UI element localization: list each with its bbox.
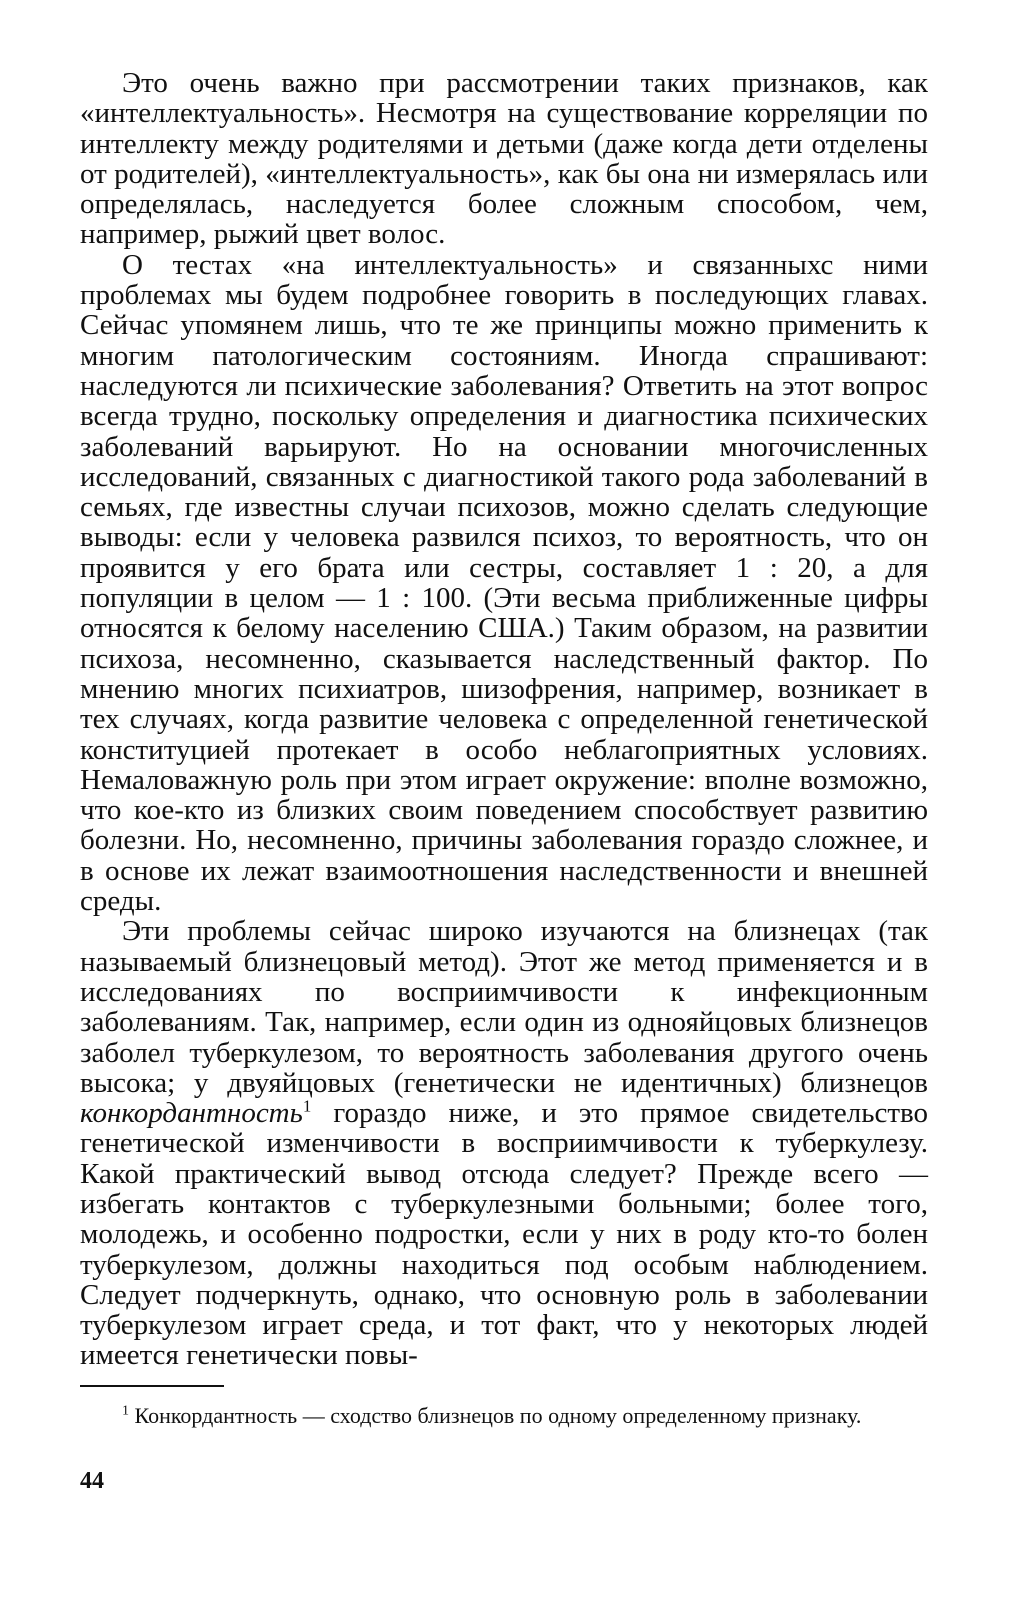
- footnote-reference: 1: [302, 1096, 312, 1116]
- footnote-mark: 1: [122, 1403, 129, 1419]
- main-text: [80, 68, 928, 1371]
- footnote-text: Конкордантность — сходство близнецов по одному определенному признаку.: [129, 1403, 862, 1428]
- paragraph-3: [80, 916, 928, 1370]
- footnote: [80, 1402, 928, 1429]
- paragraph-1: Это очень важно при рассмотрении таких признаков, как «интеллектуальность». Несмотря на существование корреляции по интеллекту между родителями и детьми (даже когда дети отделены от родителей), «интеллектуальность», как бы она ни измерялась или определялась, наследуется более сложным способом, чем, например, рыжий цвет волос.: [80, 67, 928, 251]
- italic-term: конкордантность: [80, 1097, 303, 1130]
- paragraph-3-text-before: Эти проблемы сейчас широко изучаются на близнецах (так называемый близнецовый метод). Этот же метод применяется и в исследованиях по восприимчивости к инфекционным заболеваниям. Так, например, если один из однояйцовых близнецов заболел туберкулезом, то вероятность заболевания другого очень высока; у двуяйцовых (генетически не идентичных) близнецов: [80, 915, 928, 1099]
- footnote-paragraph: [80, 1402, 928, 1429]
- page-number: 44: [80, 1468, 104, 1494]
- paragraph-2: О тестах «на интеллектуальность» и связанныхс ними проблемах мы будем подробнее говорить в последующих главах. Сейчас упомянем лишь, что те же принципы можно применить к многим патологическим состояниям. Иногда спрашивают: наследуются ли психические заболевания? Ответить на этот вопрос всегда трудно, поскольку определения и диагностика психических заболеваний варьируют. Но на основании многочисленных исследований, связанных с диагностикой такого рода заболеваний в семьях, где известны случаи психозов, можно сделать следующие выводы: если у человека развился психоз, то вероятность, что он проявится у его брата или сестры, составляет 1 : 20, а для популяции в целом — 1 : 100. (Эти весьма приближенные цифры относятся к белому населению США.) Таким образом, на развитии психоза, несомненно, сказывается наследственный фактор. По мнению многих психиатров, шизофрения, например, возникает в тех случаях, когда развитие человека с определенной генетической конституцией протекает в особо неблагоприятных условиях. Немаловажную роль при этом играет окружение: вполне возможно, что кое-кто из близких своим поведением способствует развитию болезни. Но, несомненно, причины заболевания гораздо сложнее, и в основе их лежат взаимоотношения наследственности и внешней среды.: [80, 248, 928, 918]
- paragraph-3-text-after: гораздо ниже, и это прямое свидетельство генетической изменчивости в восприимчивости к туберкулезу. Какой практический вывод отсюда следует? Прежде всего — избегать контактов с туберкулезными больными; более того, молодежь, и особенно подростки, если у них в роду кто-то болен туберкулезом, должны находиться под особым наблюдением. Следует подчеркнуть, однако, что основную роль в заболевании туберкулезом играет среда, и тот факт, что у некоторых людей имеется генетически повы-: [80, 1097, 928, 1372]
- footnote-divider: [80, 1385, 224, 1387]
